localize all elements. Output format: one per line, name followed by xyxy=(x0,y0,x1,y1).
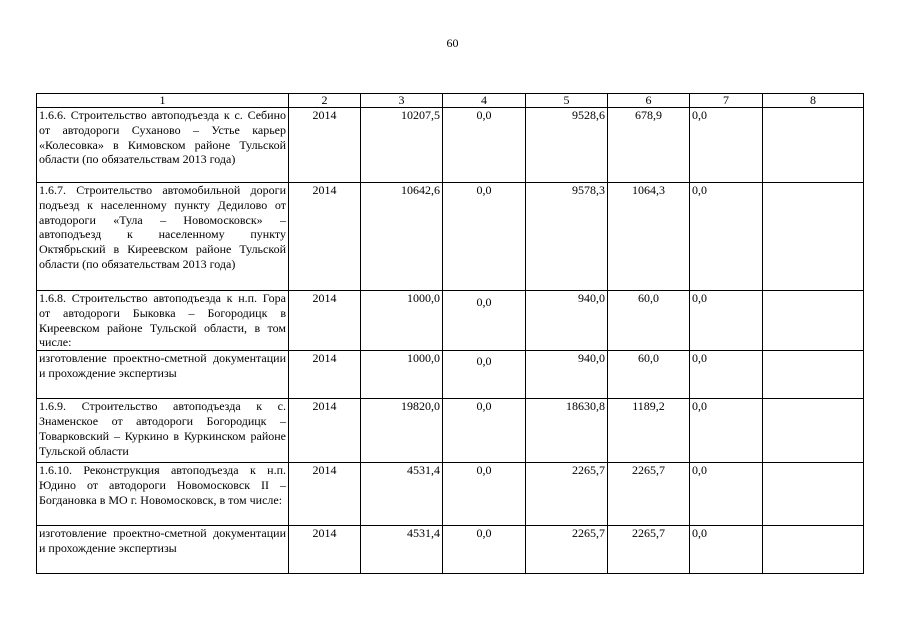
col6-cell: 678,9 xyxy=(608,108,690,183)
total-cell: 4531,4 xyxy=(361,526,443,574)
col7-cell: 0,0 xyxy=(690,351,763,399)
col4-cell: 0,0 xyxy=(443,183,526,291)
year-cell: 2014 xyxy=(289,399,361,463)
col7-cell: 0,0 xyxy=(690,291,763,351)
col7-cell: 0,0 xyxy=(690,526,763,574)
year-cell: 2014 xyxy=(289,183,361,291)
col6-cell: 2265,7 xyxy=(608,463,690,526)
col6-cell: 1189,2 xyxy=(608,399,690,463)
table-row xyxy=(37,399,864,463)
table-row xyxy=(37,291,864,351)
table-row xyxy=(37,183,864,291)
col8-cell xyxy=(763,463,864,526)
col6-cell: 60,0 xyxy=(608,351,690,399)
row-description: 1.6.10. Реконструкция автоподъезда к н.п. Юдино от автодороги Новомосковск II – Богдановка в МО г. Новомосковск, в том числе: xyxy=(37,463,289,526)
col4-cell: 0,0 xyxy=(443,108,526,183)
col5-cell: 18630,8 xyxy=(526,399,608,463)
col5-cell: 9578,3 xyxy=(526,183,608,291)
row-description: 1.6.7. Строительство автомобильной дороги подъезд к населенному пункту Дедилово от автодороги «Тула – Новомосковск» – автоподъезд к населенному пункту Октябрьский в Киреевском районе Тульской области (по обязательствам 2013 года) xyxy=(37,183,289,291)
header-cell-8: 8 xyxy=(763,94,864,108)
row-description: изготовление проектно-сметной документации и прохождение экспертизы xyxy=(37,351,289,399)
total-cell: 10207,5 xyxy=(361,108,443,183)
col6-cell: 60,0 xyxy=(608,291,690,351)
col4-cell: 0,0 xyxy=(443,463,526,526)
header-cell-1: 1 xyxy=(37,94,289,108)
header-cell-5: 5 xyxy=(526,94,608,108)
table-row xyxy=(37,463,864,526)
col8-cell xyxy=(763,526,864,574)
col5-cell: 940,0 xyxy=(526,351,608,399)
year-cell: 2014 xyxy=(289,291,361,351)
col6-cell: 1064,3 xyxy=(608,183,690,291)
table-row xyxy=(37,351,864,399)
col7-cell: 0,0 xyxy=(690,183,763,291)
col5-cell: 9528,6 xyxy=(526,108,608,183)
header-cell-3: 3 xyxy=(361,94,443,108)
col7-cell: 0,0 xyxy=(690,108,763,183)
col7-cell: 0,0 xyxy=(690,399,763,463)
header-cell-2: 2 xyxy=(289,94,361,108)
header-cell-7: 7 xyxy=(690,94,763,108)
col8-cell xyxy=(763,351,864,399)
header-row xyxy=(37,94,864,108)
page-number: 60 xyxy=(446,36,459,50)
year-cell: 2014 xyxy=(289,351,361,399)
col4-cell: 0,0 xyxy=(443,351,526,399)
col6-cell: 2265,7 xyxy=(608,526,690,574)
total-cell: 1000,0 xyxy=(361,291,443,351)
col5-cell: 2265,7 xyxy=(526,463,608,526)
col8-cell xyxy=(763,291,864,351)
year-cell: 2014 xyxy=(289,108,361,183)
col8-cell xyxy=(763,183,864,291)
col5-cell: 2265,7 xyxy=(526,526,608,574)
total-cell: 10642,6 xyxy=(361,183,443,291)
row-description: 1.6.9. Строительство автоподъезда к с. Знаменское от автодороги Богородицк – Товарковский – Куркино в Куркинском районе Тульской области xyxy=(37,399,289,463)
total-cell: 19820,0 xyxy=(361,399,443,463)
col4-cell: 0,0 xyxy=(443,399,526,463)
total-cell: 4531,4 xyxy=(361,463,443,526)
data-table xyxy=(36,93,864,574)
col4-cell: 0,0 xyxy=(443,291,526,351)
table-row xyxy=(37,526,864,574)
row-description: изготовление проектно-сметной документации и прохождение экспертизы xyxy=(37,526,289,574)
header-cell-4: 4 xyxy=(443,94,526,108)
header-cell-6: 6 xyxy=(608,94,690,108)
col5-cell: 940,0 xyxy=(526,291,608,351)
col4-cell: 0,0 xyxy=(443,526,526,574)
col8-cell xyxy=(763,399,864,463)
col8-cell xyxy=(763,108,864,183)
row-description: 1.6.6. Строительство автоподъезда к с. Себино от автодороги Суханово – Устье карьер «Колесовка» в Кимовском районе Тульской области (по обязательствам 2013 года) xyxy=(37,108,289,183)
col7-cell: 0,0 xyxy=(690,463,763,526)
year-cell: 2014 xyxy=(289,526,361,574)
table-row xyxy=(37,108,864,183)
year-cell: 2014 xyxy=(289,463,361,526)
total-cell: 1000,0 xyxy=(361,351,443,399)
row-description: 1.6.8. Строительство автоподъезда к н.п. Гора от автодороги Быковка – Богородицк в Киреевском районе Тульской области, в том числе: xyxy=(37,291,289,351)
